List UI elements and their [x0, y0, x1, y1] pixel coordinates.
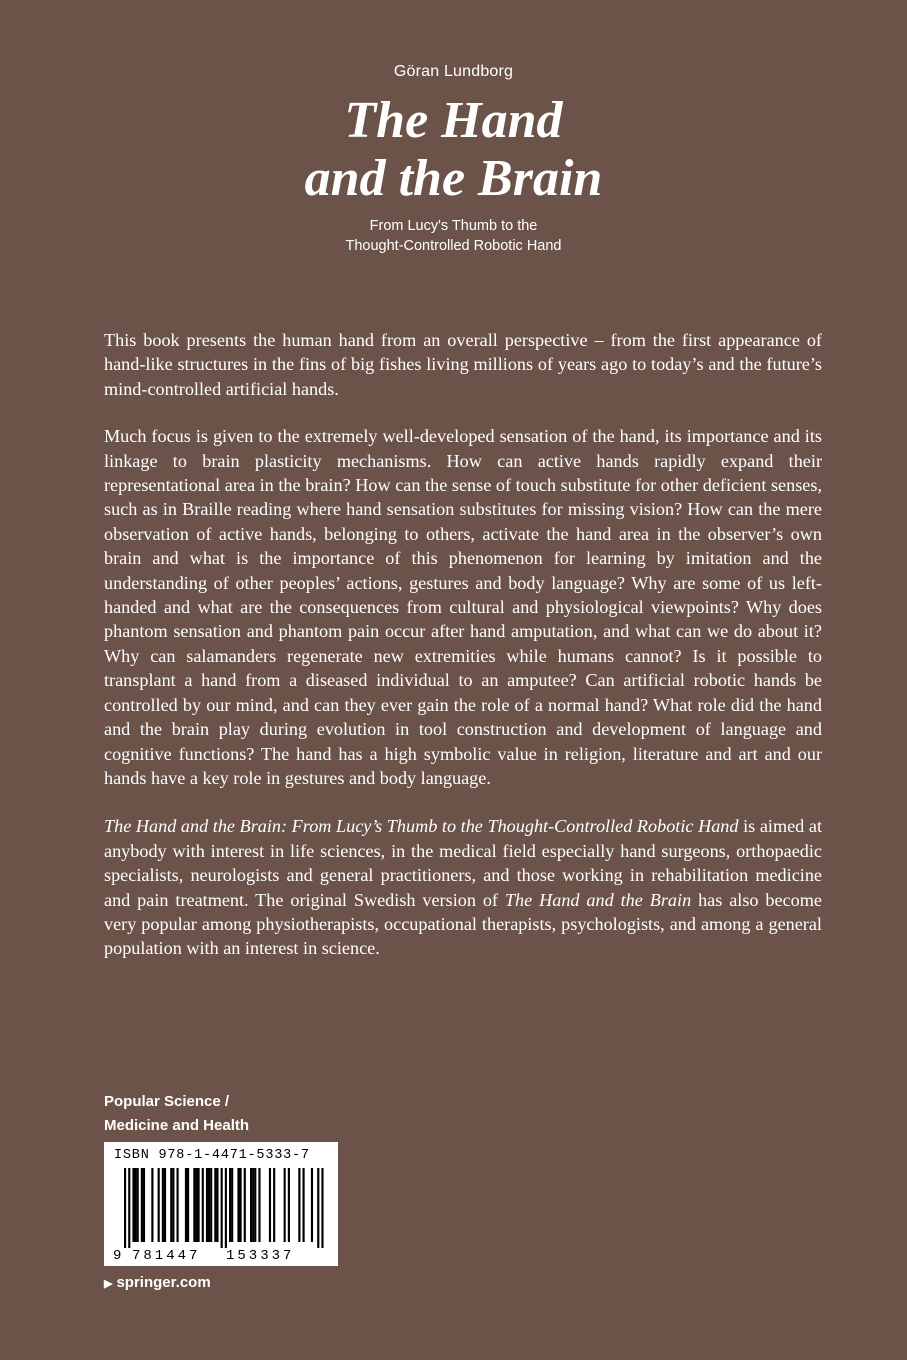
barcode-bar	[258, 1168, 260, 1242]
barcode-bar	[172, 1168, 174, 1242]
barcode-bar	[124, 1168, 126, 1248]
barcode-bar	[298, 1168, 300, 1242]
barcode-bar	[170, 1168, 172, 1242]
barcode-bar	[303, 1168, 305, 1242]
book-title	[0, 92, 907, 208]
blurb-paragraph-1: This book presents the human hand from an overall perspective – from the first appearance of hand-like structures in the fins of big fishes living millions of years ago to today’s and the future’s mind-controlled artificial hands.	[104, 330, 822, 399]
barcode-bar	[229, 1168, 231, 1242]
barcode-bar	[317, 1168, 319, 1248]
blurb-paragraph-2: Much focus is given to the extremely well-developed sensation of the hand, its importance and its linkage to brain plasticity mechanisms. How can active hands rapidly expand their representational area in the brain? How can the sense of touch substitute for other deficient senses, such as in Braille reading where hand sensation substitutes for missing vision? How can the mere observation of active hands, belonging to others, activate the hand area in the observer’s own brain and what is the importance of this phenomenon for learning by imitation and the understanding of other peoples’ actions, gestures and body language? Why are some of us left-handed and what are the consequences from cultural and physiological viewpoints? Why does phantom sensation and phantom pain occur after hand amputation, and what can we do about it? Why can salamanders regenerate new extremities while humans cannot? Is it possible to transplant a hand from a diseased individual to an amputee? Can artificial robotic hands be controlled by our mind, and can they ever gain the role of a normal hand? What role did the hand and the brain play during evolution in tool construction and development of language and cognitive functions? The hand has a high symbolic value in religion, literature and art and our hands have a key role in gestures and body language.	[104, 426, 822, 788]
barcode-bar	[288, 1168, 290, 1242]
isbn-number: ISBN 978-1-4471-5333-7	[114, 1148, 310, 1163]
barcode-bars	[124, 1168, 324, 1248]
category-line-1: Popular Science /	[104, 1093, 230, 1110]
barcode-bar	[206, 1168, 208, 1242]
arrow-right-icon: ▶	[104, 1278, 113, 1290]
barcode-bar	[250, 1168, 252, 1242]
subtitle-line-2: Thought-Controlled Robotic Hand	[345, 238, 562, 254]
isbn-barcode	[104, 1142, 338, 1266]
barcode-bar	[141, 1168, 143, 1242]
category-line-2: Medicine and Health	[104, 1117, 250, 1134]
barcode-bar	[198, 1168, 200, 1242]
blurb-paragraph-3	[104, 814, 822, 960]
author-name: Göran Lundborg	[393, 63, 514, 80]
barcode-bar	[284, 1168, 286, 1242]
book-subtitle	[0, 216, 907, 256]
barcode-bar	[128, 1168, 130, 1248]
barcode-bar	[202, 1168, 204, 1242]
barcode-bar	[185, 1168, 187, 1242]
barcode-bar	[208, 1168, 210, 1242]
blurb-text-segment-end: has also become very popular among physiotherapists, occupational therapists, psychologists, and among a general population with an interest in science.	[104, 889, 822, 959]
barcode-bar	[135, 1168, 137, 1242]
barcode-bar	[158, 1168, 160, 1242]
barcode-bar	[132, 1168, 134, 1242]
barcode-bar	[252, 1168, 254, 1242]
publisher-website[interactable]	[104, 1274, 211, 1291]
barcode-bar	[151, 1168, 153, 1242]
barcode-bar	[269, 1168, 271, 1242]
barcode-bar	[162, 1168, 164, 1242]
blurb-italic-title: The Hand and the Brain: From Lucy’s Thumb to the Thought-Controlled Robotic Hand	[104, 816, 739, 837]
barcode-bar	[237, 1168, 239, 1242]
barcode-bar	[221, 1168, 223, 1248]
barcode-bar	[137, 1168, 139, 1242]
barcode-bar	[240, 1168, 242, 1242]
barcode-right-digits: 153337	[226, 1248, 295, 1264]
barcode-bar	[225, 1168, 227, 1248]
barcode-left-digits: 781447	[132, 1248, 201, 1264]
category-label	[104, 1090, 249, 1138]
title-line-2: and the Brain	[304, 150, 603, 207]
barcode-bar	[193, 1168, 195, 1242]
barcode-lead-digit: 9	[113, 1248, 122, 1264]
barcode-bar	[210, 1168, 212, 1242]
barcode-bar	[216, 1168, 218, 1242]
subtitle-line-1: From Lucy's Thumb to the	[369, 218, 538, 234]
barcode-bar	[231, 1168, 233, 1242]
barcode-bar	[177, 1168, 179, 1242]
barcode-bar	[187, 1168, 189, 1242]
website-text: springer.com	[116, 1274, 211, 1291]
barcode-bar	[244, 1168, 246, 1242]
barcode-bar	[164, 1168, 166, 1242]
title-line-1: The Hand	[344, 92, 563, 149]
barcode-bar	[321, 1168, 323, 1248]
barcode-bar	[254, 1168, 256, 1242]
barcode-bar	[273, 1168, 275, 1242]
blurb-text	[104, 328, 822, 984]
barcode-bar	[214, 1168, 216, 1242]
blurb-italic-short-title: The Hand and the Brain	[504, 889, 692, 910]
barcode-bar	[311, 1168, 313, 1242]
blurb-text-segment: is aimed at anybody with interest in life sciences, in the medical field especially hand surgeons, orthopaedic specialists, neurologists and general practitioners, and those working in rehabilitation medicine and pain treatment. The original Swedish version of	[104, 816, 822, 910]
barcode-bar	[143, 1168, 145, 1242]
barcode-bar	[195, 1168, 197, 1242]
